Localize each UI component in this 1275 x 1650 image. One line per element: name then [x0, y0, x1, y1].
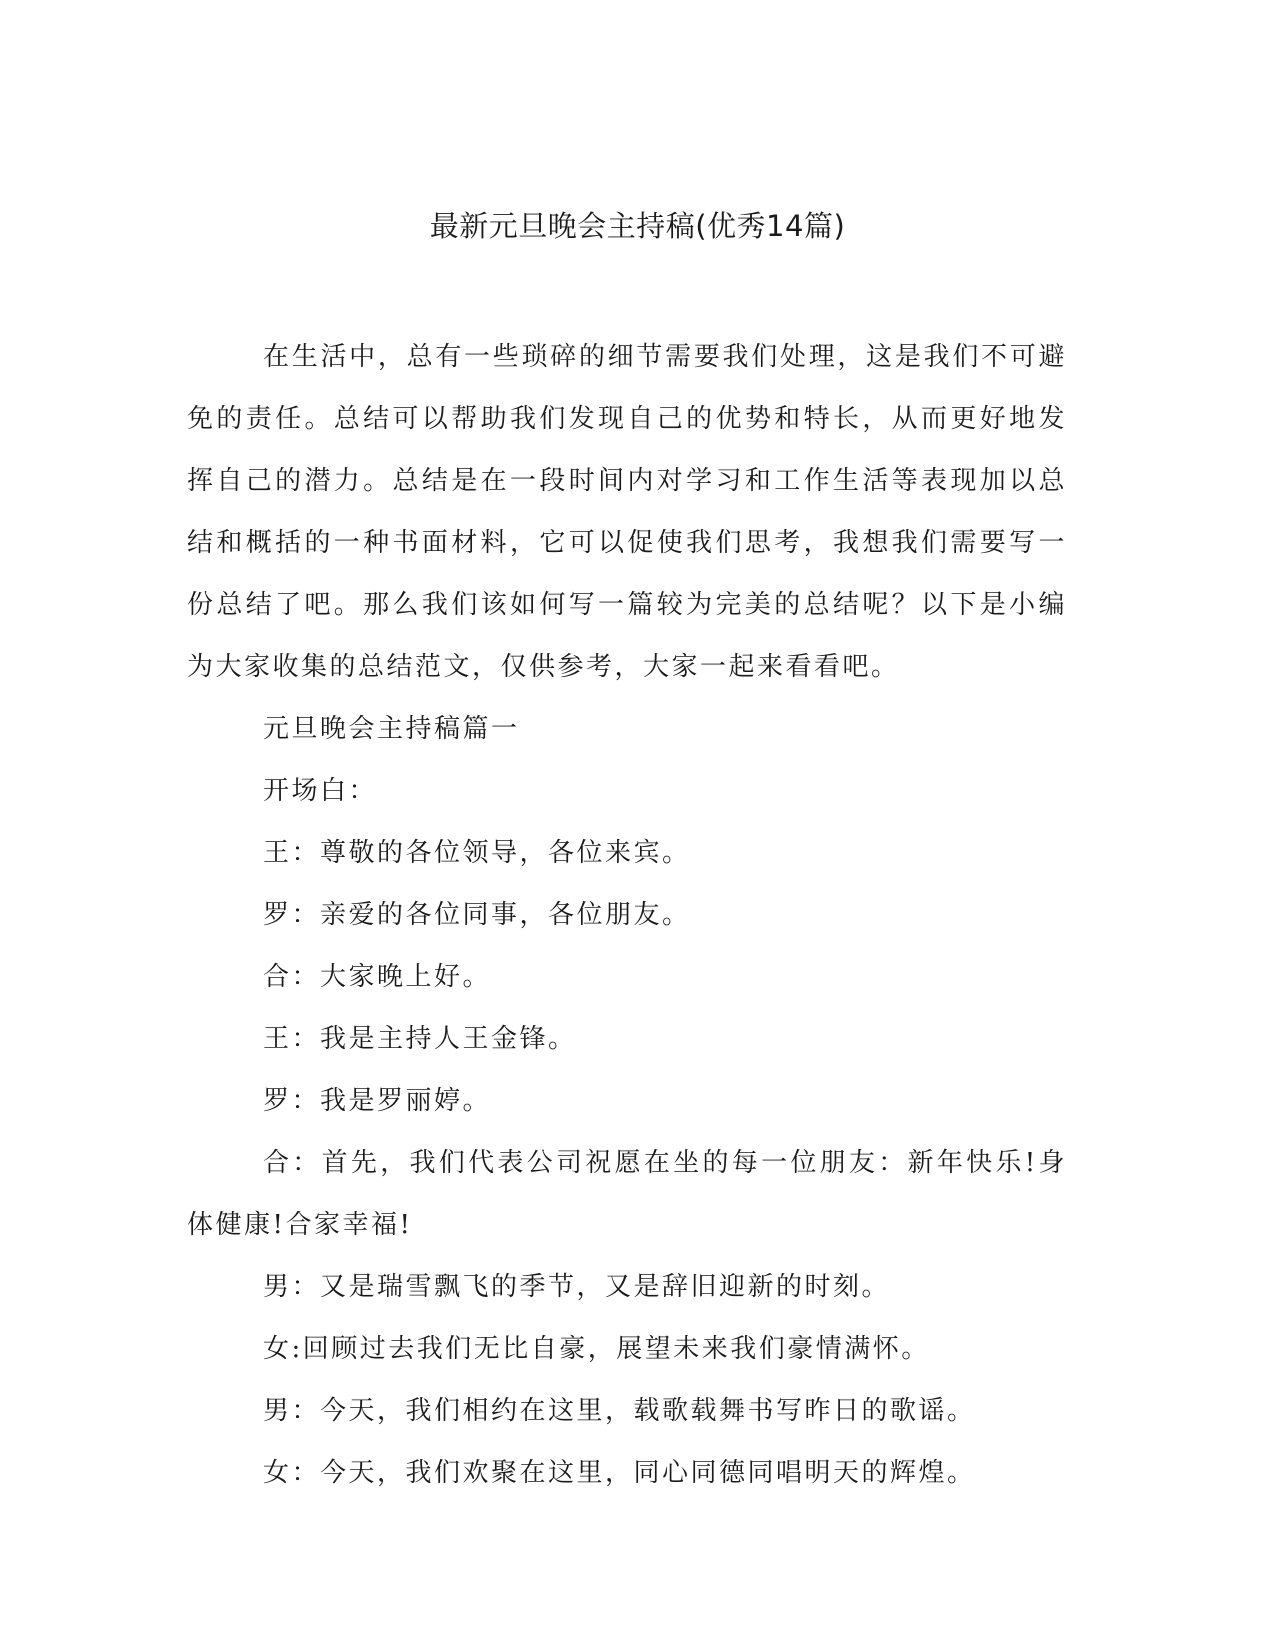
document-title: 最新元旦晚会主持稿(优秀14篇) [429, 209, 846, 243]
section-heading: 元旦晚会主持稿篇一 [263, 714, 520, 744]
document-body [187, 326, 1067, 1504]
dialogue-line: 王：我是主持人王金锋。 [263, 1024, 577, 1054]
dialogue-line: 罗：我是罗丽婷。 [263, 1086, 492, 1116]
opening-label: 开场白： [263, 776, 378, 806]
dialogue-line: 男：今天，我们相约在这里，载歌载舞书写昨日的歌谣。 [263, 1396, 976, 1426]
dialogue-line: 罗：亲爱的各位同事，各位朋友。 [263, 900, 691, 930]
blessing-paragraph: 合：首先，我们代表公司祝愿在坐的每一位朋友：新年快乐!身体健康!合家幸福! [187, 1148, 1067, 1240]
dialogue-line: 王：尊敬的各位领导，各位来宾。 [263, 838, 691, 868]
dialogue-line: 男：又是瑞雪飘飞的季节，又是辞旧迎新的时刻。 [263, 1272, 891, 1302]
dialogue-line: 合：大家晚上好。 [263, 962, 492, 992]
dialogue-line: 女:回顾过去我们无比自豪，展望未来我们豪情满怀。 [263, 1334, 930, 1364]
dialogue-line: 女：今天，我们欢聚在这里，同心同德同唱明天的辉煌。 [263, 1458, 976, 1488]
intro-paragraph: 在生活中，总有一些琐碎的细节需要我们处理，这是我们不可避免的责任。总结可以帮助我们发现自己的优势和特长，从而更好地发挥自己的潜力。总结是在一段时间内对学习和工作生活等表现加以总结和概括的一种书面材料，它可以促使我们思考，我想我们需要写一份总结了吧。那么我们该如何写一篇较为完美的总结呢？以下是小编为大家收集的总结范文，仅供参考，大家一起来看看吧。 [187, 342, 1067, 682]
